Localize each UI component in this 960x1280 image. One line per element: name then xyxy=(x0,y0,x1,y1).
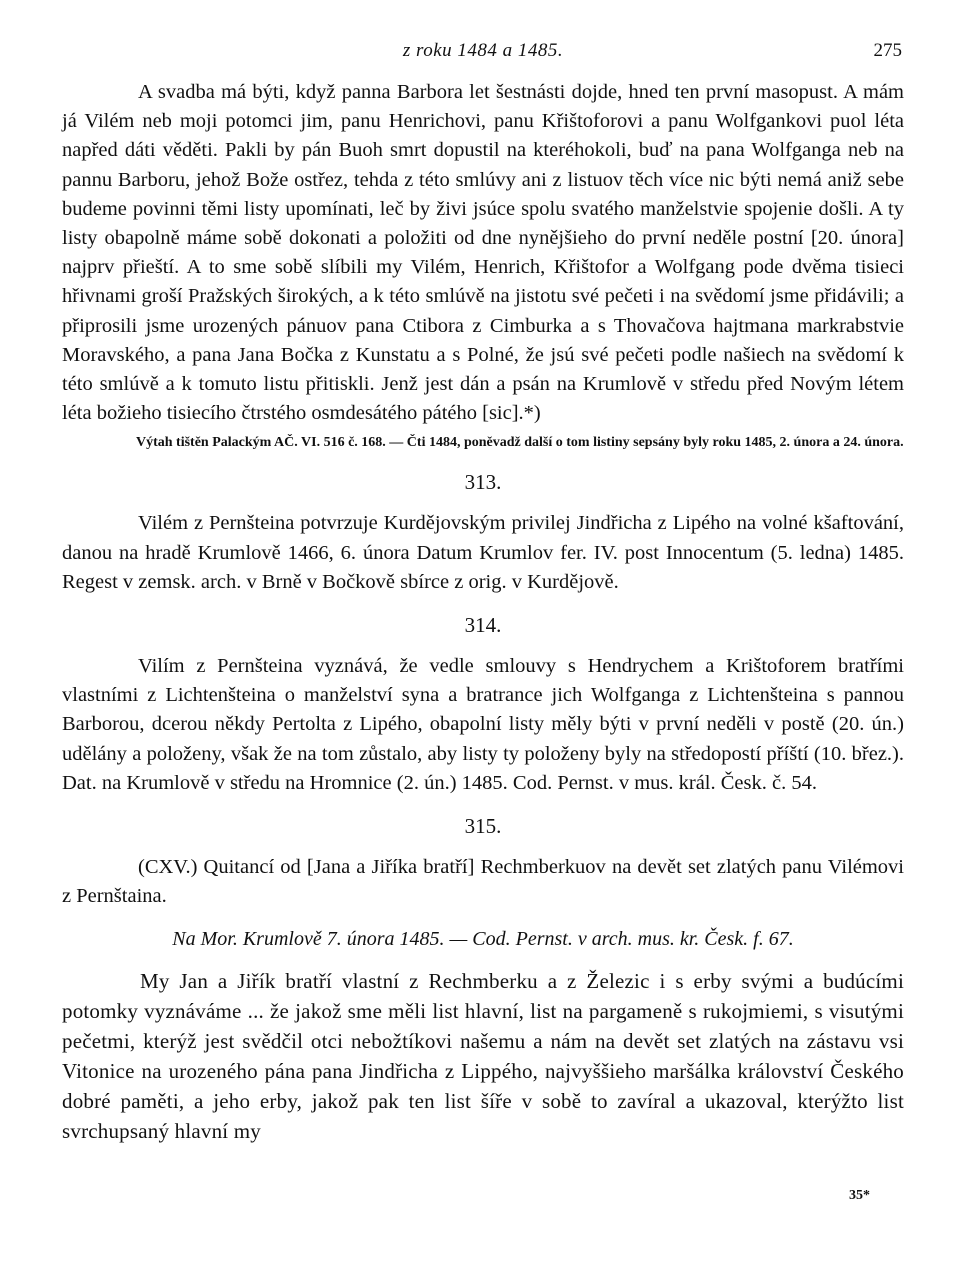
signature-mark: 35* xyxy=(849,1188,870,1203)
entry-number-315: 315. xyxy=(464,814,502,839)
entry-315-heading xyxy=(62,853,904,911)
page-number: 275 xyxy=(873,40,902,61)
continuation-paragraph xyxy=(62,78,904,428)
entry-313 xyxy=(62,509,904,597)
entry-315-dateline: Na Mor. Krumlově 7. února 1485. — Cod. Pernst. v arch. mus. kr. Česk. f. 67. xyxy=(172,928,794,951)
running-title: z roku 1484 a 1485. xyxy=(402,40,564,61)
entry-315-body xyxy=(62,966,904,1146)
entry-315-heading-text: (CXV.) Quitancí od [Jana a Jiříka bratří] Rechmberkuov na devět set zlatých panu Vilémovi z Pernštaina. xyxy=(62,856,904,908)
footnote-source xyxy=(62,431,904,454)
entry-314 xyxy=(62,652,904,798)
source-note: Výtah tištěn Palackým AČ. VI. 516 č. 168. — Čti 1484, poněvadž další o tom listiny sepsány byly roku 1485, 2. února a 24. února. xyxy=(136,435,904,451)
entry-313-text: Vilém z Pernšteina potvrzuje Kurdějovským privilej Jindřicha z Lipého na volné kšaftování, danou na hradě Krumlově 1466, 6. února Datum Krumlov fer. IV. post Innocentum (5. ledna) 1485. Regest v zemsk. arch. v Brně v Bočkově sbírce z orig. v Kurdějově. xyxy=(62,512,904,593)
entry-315-text: My Jan a Jiřík bratří vlastní z Rechmberku a z Železic i s erby svými a budúcími potomky vyznáváme ... že jakož sme měli list hlavní, list na pargameně s rukojmiemi, s visutými pečetmi, kterýž jest svědčil otci nebožtíkovi našemu a nám na devět set zlatých na zástavu vsi Vitonice na urozeného pána pana Jindřicha z Lippého, najvyššieho maršálka království Českého dobré paměti, a jeho erby, jakož pak ten list šíře v sobě to zavíral a ukazoval, kterýžto list svrchupsaný hlavní my xyxy=(62,969,904,1144)
entry-number-313: 313. xyxy=(464,470,502,495)
document-page xyxy=(62,30,904,1146)
entry-number-314: 314. xyxy=(464,613,502,638)
page-header xyxy=(62,30,904,78)
entry-314-text: Vilím z Pernšteina vyznává, že vedle smlouvy s Hendrychem a Krištoforem bratřími vlastními z Lichtenšteina o manželství syna a bratrance jich Wolfganga z Lichtenšteina s pannou Barborou, dcerou někdy Pertolta z Lipého, obapolní listy měly býti v první neděli v postě (20. ún.) udělány a položeny, však že na tom zůstalo, aby listy ty položeny byly na středopostí příští (10. břez.). Dat. na Krumlově v středu na Hromnice (2. ún.) 1485. Cod. Pernst. v mus. král. Česk. č. 54. xyxy=(62,655,904,794)
continuation-text: A svadba má býti, když panna Barbora let šestnásti dojde, hned ten první masopust. A mám já Vilém neb moji potomci jim, panu Henrichovi, panu Křištoforovi a panu Wolfgankovi puol léta napřed dáti věděti. Pakli by pán Buoh smrt dopustil na kteréhokoli, buď na pana Wolfganga neb na pannu Barboru, jehož Bože ostřez, tehda z této smlúvy ani z listuov těch více nic býti nemá aniž sebe budeme povinni těmi listy upomínati, leč by živi jsúce spolu svatého manželstvie spojenie došli. A ty listy obapolně máme sobě dokonati a položiti od dne nynějšieho do první neděle postní [20. února] najprv přieští. A to sme sobě slíbili my Vilém, Henrich, Křištofor a Wolfgang pode dvěma tisieci hřivnami groší Pražských širokých, a k této smlúvě na jistotu své pečeti i na svědomí jsme přidávili; a připrosili jsme urozených pánuov pana Ctibora z Cimburka a s Thovačova hajtmana markrabstvie Moravského, a pana Jana Bočka z Kunstatu a s Polné, že jsú své pečeti podle našiech na svědomí k této smlúvě a k tomuto listu přitiskli. Jenž jest dán a psán na Krumlově v středu před Novým létem léta božieho tisiecího čtrstého osmdesátého pátého [sic].*) xyxy=(62,81,904,425)
